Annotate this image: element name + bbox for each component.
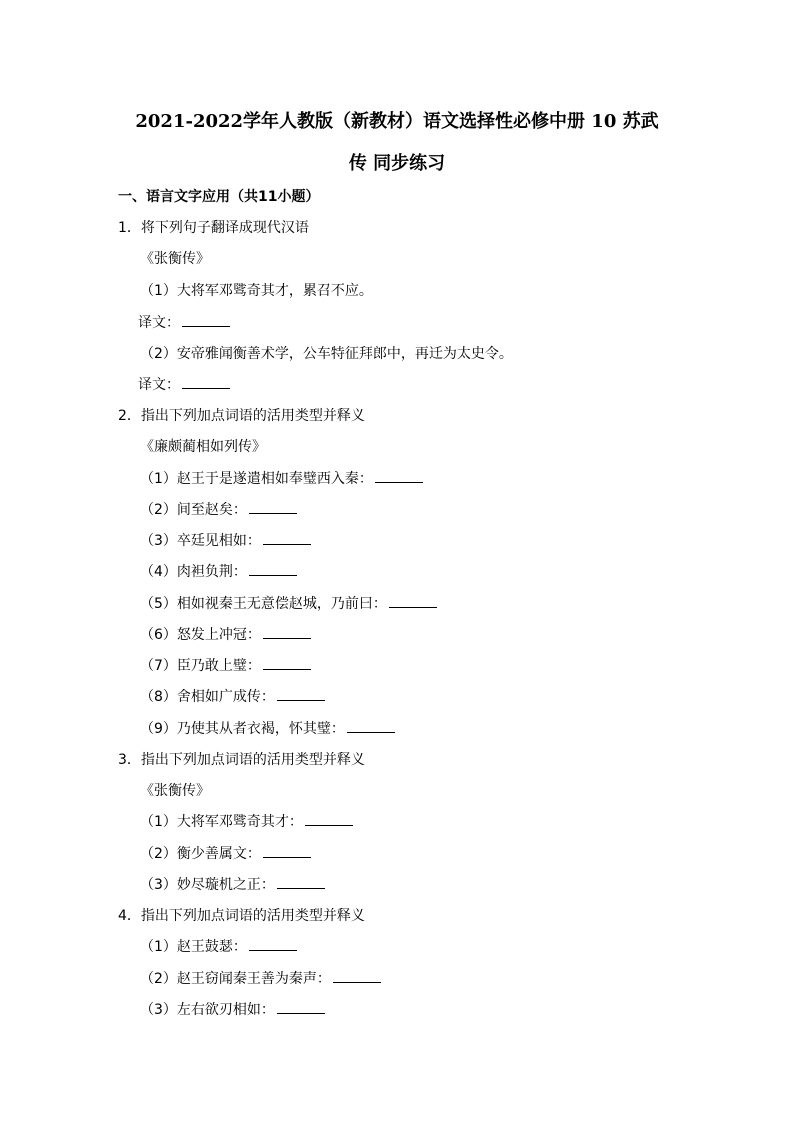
question-3-item-3: （3）妙尽璇机之正： [140, 874, 325, 894]
answer-blank[interactable] [263, 626, 311, 639]
answer-blank[interactable] [375, 470, 423, 483]
question-1-source: 《张衡传》 [140, 251, 210, 267]
answer-blank[interactable] [249, 938, 297, 951]
question-number: 4． [118, 908, 141, 924]
question-3-item-1: （1）大将军邓骘奇其才： [140, 811, 353, 831]
answer-blank[interactable] [182, 314, 230, 327]
question-3-item-2: （2）衡少善属文： [140, 843, 311, 863]
question-2 [118, 405, 365, 425]
answer-blank[interactable] [277, 1001, 325, 1014]
question-number: 1． [118, 220, 141, 236]
answer-blank[interactable] [305, 813, 353, 826]
question-2-source: 《廉颇蔺相如列传》 [140, 439, 266, 455]
question-prompt: 指出下列加点词语的活用类型并释义 [140, 908, 365, 924]
answer-blank[interactable] [333, 970, 381, 983]
answer-blank[interactable] [263, 657, 311, 670]
question-2-item-6: （6）怒发上冲冠： [140, 624, 311, 644]
question-1 [118, 217, 309, 237]
question-prompt: 将下列句子翻译成现代汉语 [140, 220, 309, 236]
question-4-item-3: （3）左右欲刃相如： [140, 999, 325, 1019]
answer-blank[interactable] [249, 501, 297, 514]
question-2-item-2: （2）间至赵矣： [140, 499, 297, 519]
question-1-item-1: （1）大将军邓骘奇其才，累召不应。 [140, 283, 373, 299]
answer-blank[interactable] [277, 876, 325, 889]
question-1-translation-1: 译文： [138, 312, 230, 332]
question-number: 2． [118, 408, 141, 424]
question-2-item-1: （1）赵王于是遂遣相如奉璧西入秦： [140, 468, 423, 488]
question-4 [118, 905, 365, 925]
question-2-item-9: （9）乃使其从者衣褐，怀其璧： [140, 718, 395, 738]
question-1-item-2: （2）安帝雅闻衡善术学，公车特征拜郎中，再迁为太史令。 [140, 346, 513, 362]
question-3-source: 《张衡传》 [140, 783, 210, 799]
question-prompt: 指出下列加点词语的活用类型并释义 [140, 408, 365, 424]
question-2-item-4: （4）肉袒负荆： [140, 561, 297, 581]
document-title-line-1: 2021-2022学年人教版（新教材）语文选择性必修中册 10 苏武 [135, 111, 659, 132]
section-heading: 一、语言文字应用（共11小题） [118, 189, 320, 205]
answer-blank[interactable] [263, 845, 311, 858]
question-prompt: 指出下列加点词语的活用类型并释义 [140, 752, 365, 768]
question-3 [118, 749, 365, 769]
answer-blank[interactable] [249, 563, 297, 576]
answer-blank[interactable] [347, 720, 395, 733]
answer-blank[interactable] [182, 376, 230, 389]
document-title-line-2: 传 同步练习 [348, 153, 446, 174]
question-2-item-3: （3）卒廷见相如： [140, 530, 311, 550]
answer-blank[interactable] [277, 688, 325, 701]
answer-blank[interactable] [389, 595, 437, 608]
question-2-item-8: （8）舍相如广成传： [140, 686, 325, 706]
answer-blank[interactable] [263, 532, 311, 545]
question-4-item-2: （2）赵王窃闻秦王善为秦声： [140, 968, 381, 988]
question-1-translation-2: 译文： [138, 374, 230, 394]
question-2-item-7: （7）臣乃敢上璧： [140, 655, 311, 675]
question-2-item-5: （5）相如视秦王无意偿赵城，乃前曰： [140, 593, 437, 613]
question-4-item-1: （1）赵王鼓瑟： [140, 936, 297, 956]
question-number: 3． [118, 752, 141, 768]
